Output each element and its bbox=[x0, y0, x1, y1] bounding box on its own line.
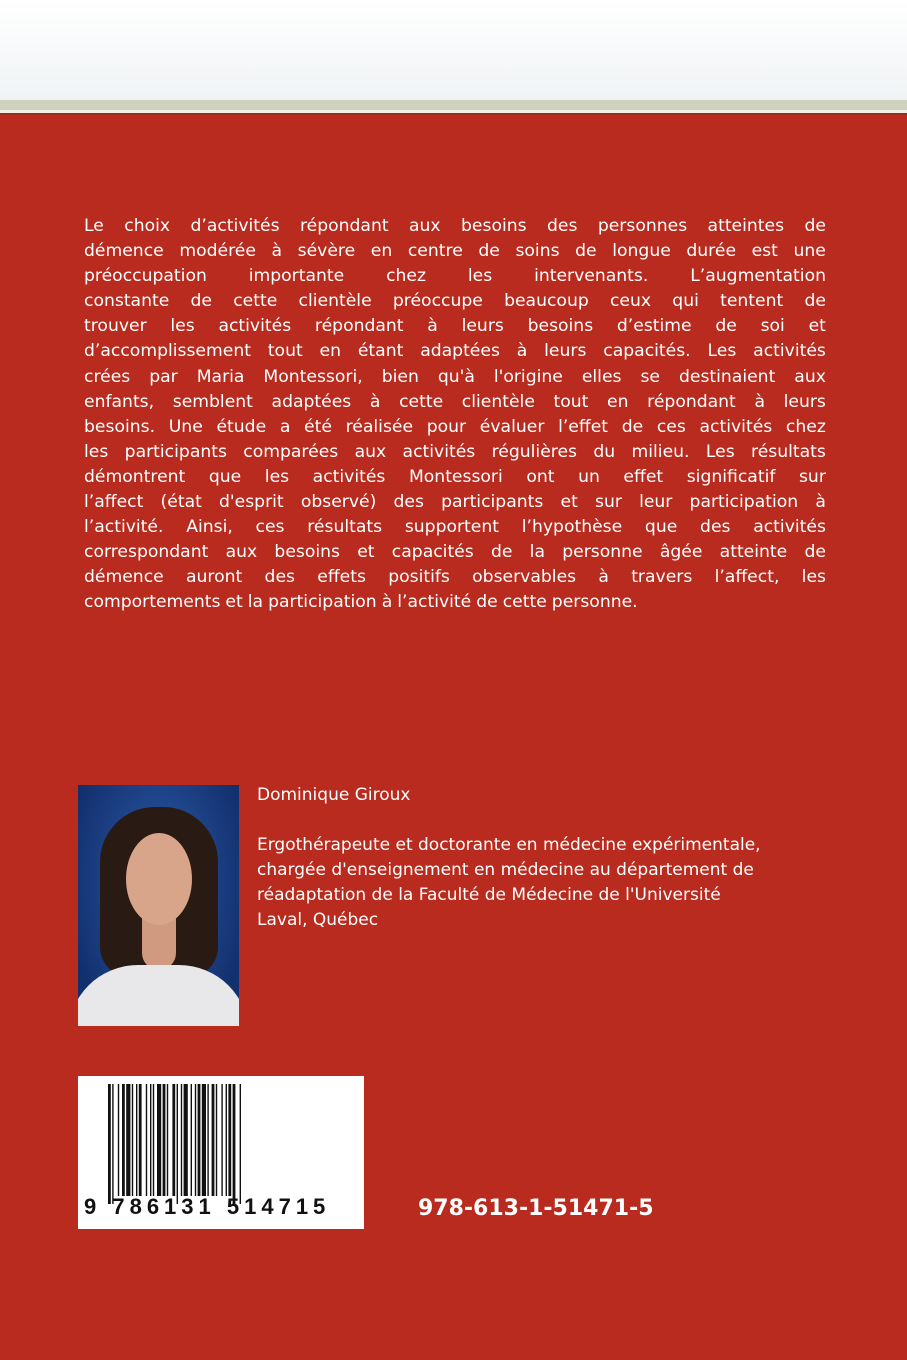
author-bio-line: Laval, Québec bbox=[257, 910, 379, 930]
isbn-number: 978-613-1-51471-5 bbox=[418, 1196, 654, 1221]
abstract-line: l’affect (état d'esprit observé) des participants et sur leur participation à bbox=[84, 492, 826, 513]
author-bio-line: Ergothérapeute et doctorante en médecine expérimentale, bbox=[257, 835, 761, 855]
abstract-line: Le choix d’activités répondant aux besoins des personnes atteintes de bbox=[84, 216, 826, 236]
barcode bbox=[78, 1076, 364, 1229]
abstract-line: comportements et la participation à l’activité de cette personne. bbox=[84, 592, 638, 613]
barcode-bars bbox=[108, 1084, 353, 1204]
abstract-line: d’accomplissement tout en étant adaptées à leurs capacités. Les activités bbox=[84, 341, 826, 362]
abstract-line: démontrent que les activités Montessori ont un effet significatif sur bbox=[84, 466, 826, 487]
author-bio-line: chargée d'enseignement en médecine au département de bbox=[257, 860, 754, 880]
barcode-digits: 9 786131 514715 bbox=[84, 1194, 331, 1219]
abstract-line: l’activité. Ainsi, ces résultats supportent l’hypothèse que des activités bbox=[84, 517, 826, 538]
abstract-line: constante de cette clientèle préoccupe beaucoup ceux qui tentent de bbox=[84, 291, 826, 312]
abstract-line: démence modérée à sévère en centre de soins de longue durée est une bbox=[84, 241, 826, 262]
author-name: Dominique Giroux bbox=[257, 785, 411, 805]
author-photo bbox=[78, 785, 239, 1026]
decorative-stripe-dark bbox=[0, 113, 907, 115]
abstract-line: préoccupation importante chez les intervenants. L’augmentation bbox=[84, 266, 826, 287]
decorative-stripe bbox=[0, 100, 907, 110]
top-white-band bbox=[0, 0, 907, 100]
author-bio-line: réadaptation de la Faculté de Médecine de l'Université bbox=[257, 885, 721, 905]
abstract-line: correspondant aux besoins et capacités de la personne âgée atteinte de bbox=[84, 542, 826, 563]
abstract-line: enfants, semblent adaptées à cette clientèle tout en répondant à leurs bbox=[84, 391, 826, 412]
abstract-line: démence auront des effets positifs observables à travers l’affect, les bbox=[84, 567, 826, 588]
author-block bbox=[257, 783, 857, 933]
abstract-line: les participants comparées aux activités régulières du milieu. Les résultats bbox=[84, 441, 826, 462]
abstract-text bbox=[84, 214, 826, 616]
abstract-line: besoins. Une étude a été réalisée pour évaluer l’effet de ces activités chez bbox=[84, 416, 826, 437]
abstract-line: crées par Maria Montessori, bien qu'à l'origine elles se destinaient aux bbox=[84, 366, 826, 387]
abstract-line: trouver les activités répondant à leurs besoins d’estime de soi et bbox=[84, 316, 826, 337]
